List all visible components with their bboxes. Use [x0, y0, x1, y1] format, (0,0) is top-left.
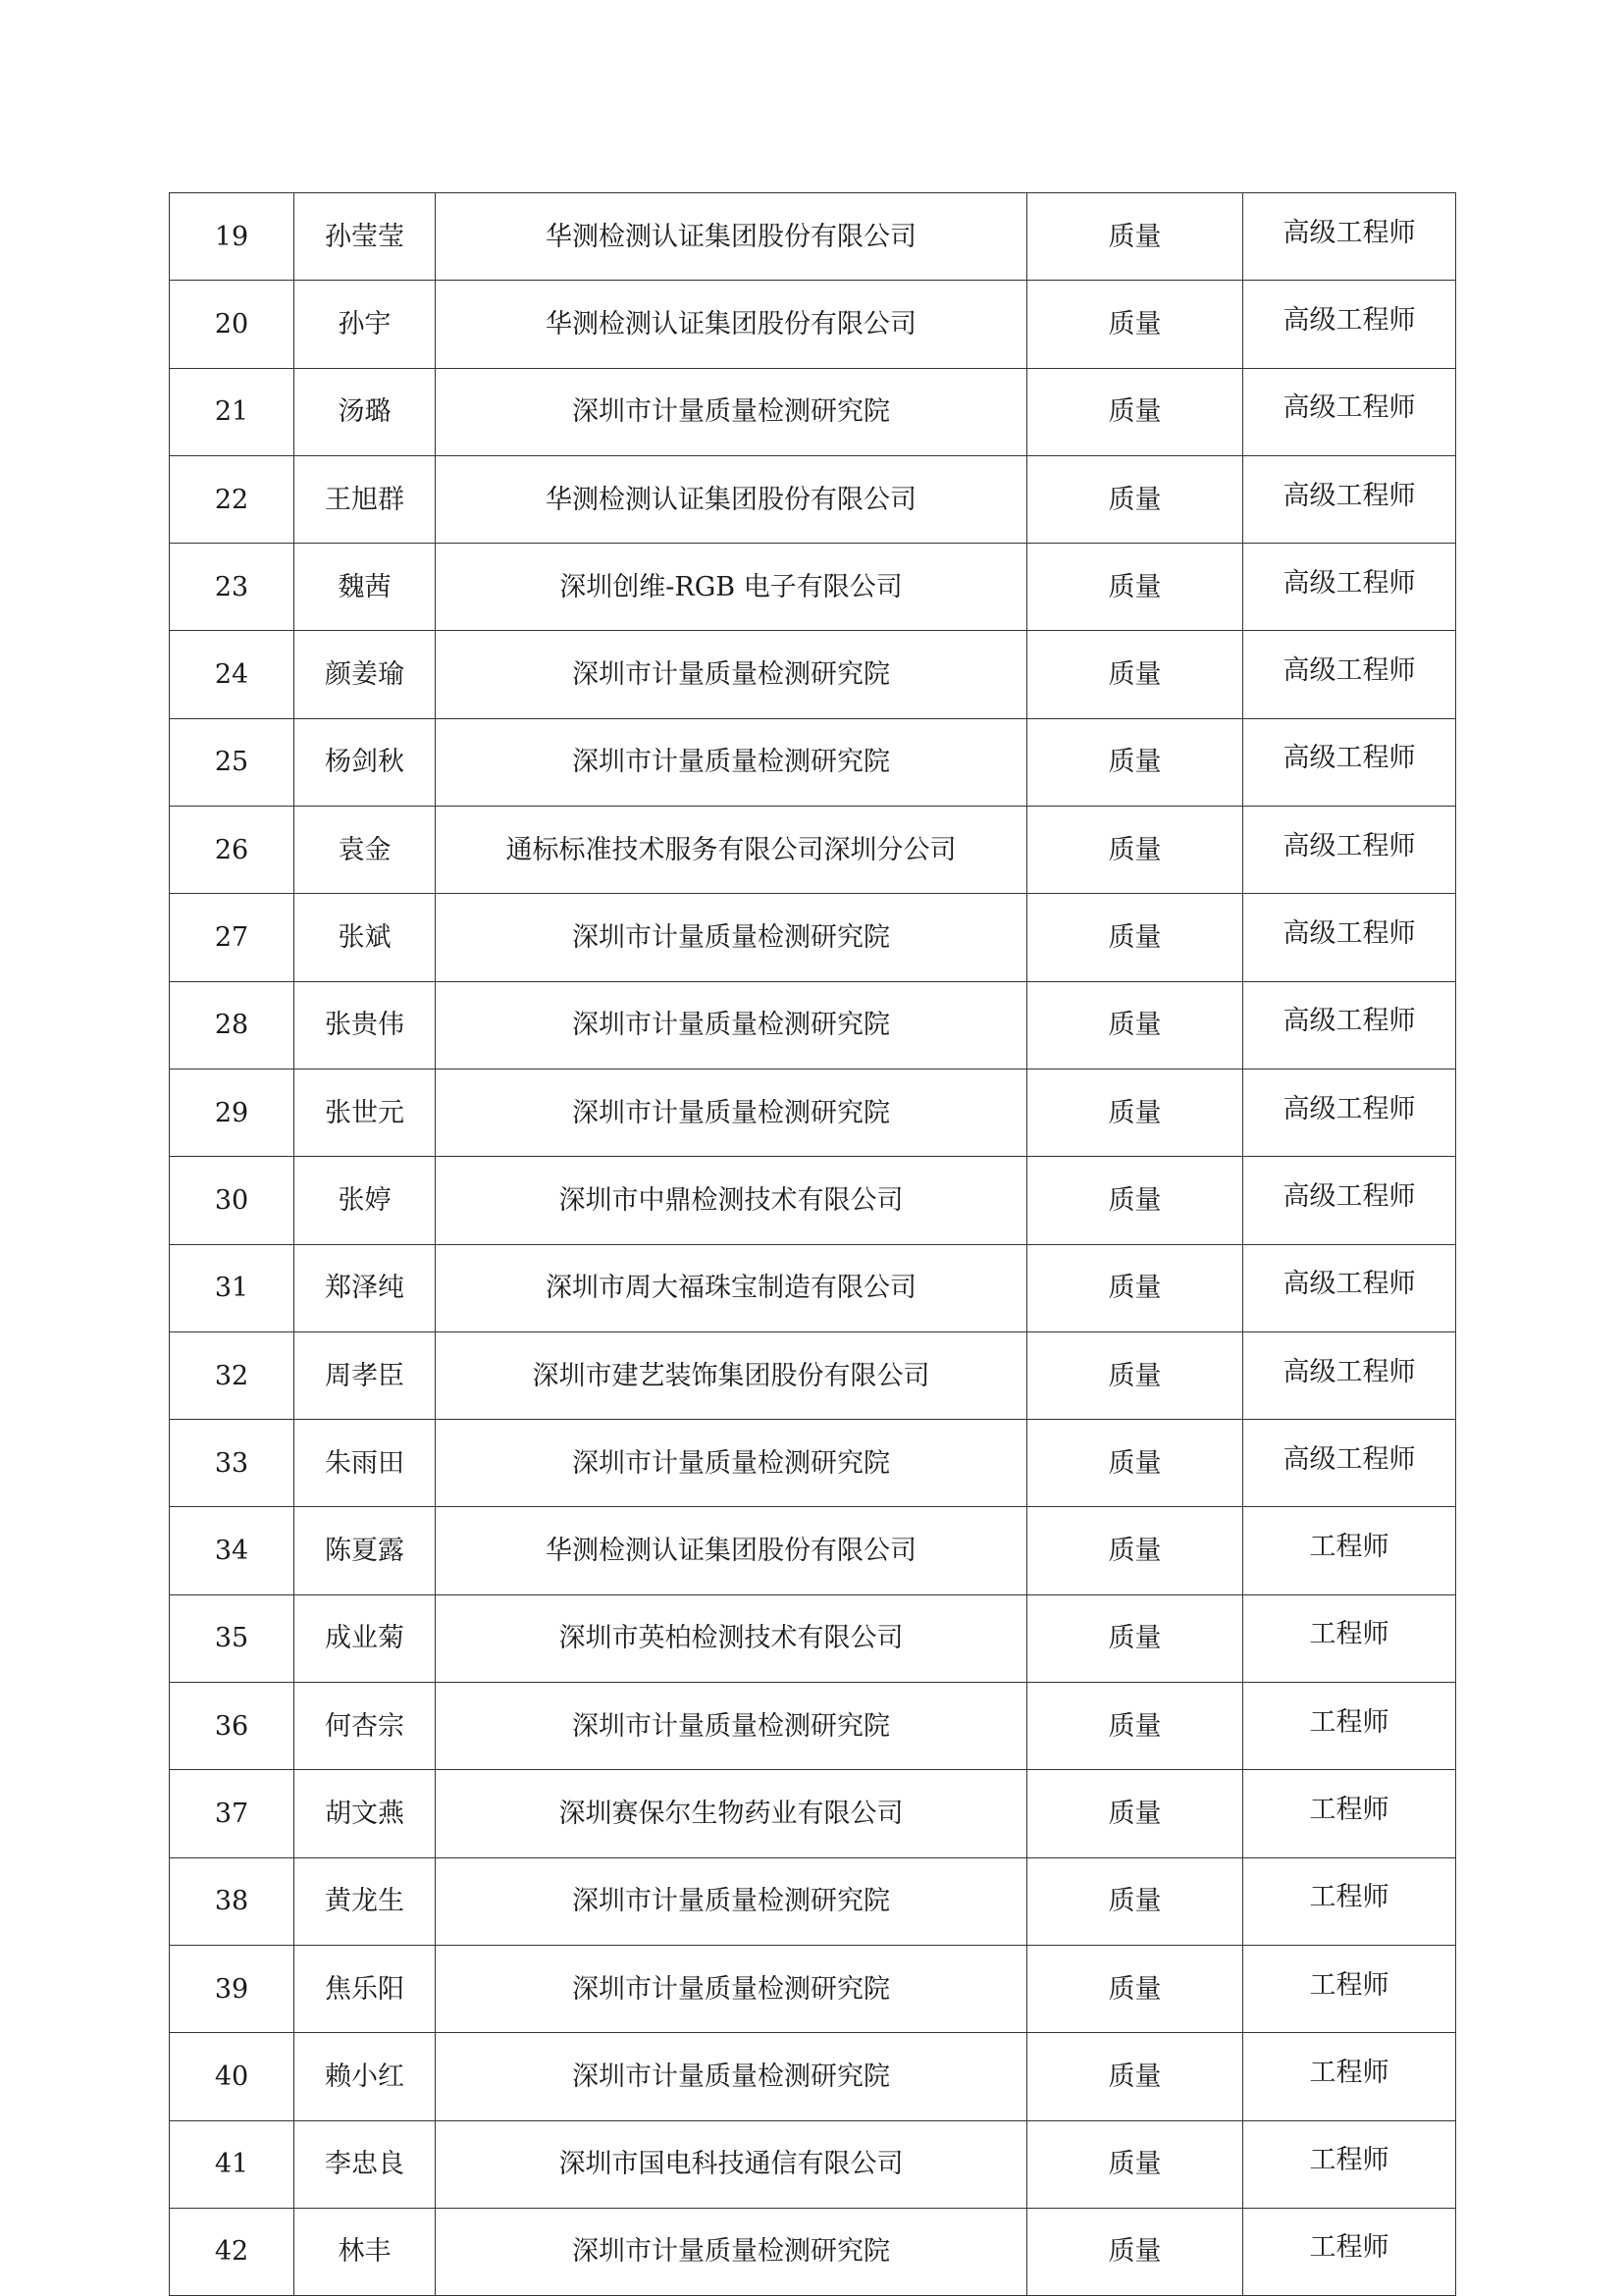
- person-name-cell: [294, 1244, 436, 1331]
- job-title-cell: [1243, 1244, 1456, 1331]
- field-cell-text: 质量: [1108, 1273, 1162, 1304]
- organization-cell-text: 华测检测认证集团股份有限公司: [546, 1536, 916, 1567]
- organization-cell: [436, 193, 1027, 281]
- job-title-cell-text: 高级工程师: [1283, 1093, 1416, 1124]
- field-cell-text: 质量: [1108, 2149, 1162, 2180]
- organization-cell: [436, 1507, 1027, 1594]
- job-title-cell: [1243, 1420, 1456, 1507]
- row-number-cell: [170, 1069, 294, 1156]
- row-number-cell: [170, 2120, 294, 2208]
- job-title-cell-text: 工程师: [1309, 2057, 1389, 2088]
- person-name-cell: [294, 1770, 436, 1857]
- job-title-cell: [1243, 1069, 1456, 1156]
- row-number-cell: [170, 281, 294, 368]
- organization-cell-text: 通标标准技术服务有限公司深圳分公司: [505, 834, 957, 865]
- person-name-cell: [294, 807, 436, 894]
- row-number-cell: [170, 807, 294, 894]
- person-name-cell-text: 朱雨田: [325, 1447, 404, 1479]
- job-title-cell-text: 高级工程师: [1283, 1006, 1416, 1037]
- row-number-cell-text: 22: [214, 484, 249, 515]
- person-name-cell: [294, 981, 436, 1069]
- person-name-cell-text: 颜姜瑜: [325, 659, 404, 691]
- row-number-cell: [170, 368, 294, 455]
- person-name-cell-text: 焦乐阳: [325, 1973, 404, 2005]
- job-title-cell-text: 高级工程师: [1283, 217, 1416, 248]
- organization-cell: [436, 281, 1027, 368]
- table-row: [170, 1683, 1456, 1770]
- job-title-cell-text: 高级工程师: [1283, 1180, 1416, 1212]
- field-cell-text: 质量: [1108, 1710, 1162, 1742]
- field-cell-text: 质量: [1108, 922, 1162, 954]
- organization-cell-text: 深圳市计量质量检测研究院: [572, 2061, 890, 2092]
- table-row: [170, 1857, 1456, 1945]
- organization-cell-text: 深圳市计量质量检测研究院: [572, 922, 890, 954]
- organization-cell: [436, 1683, 1027, 1770]
- organization-cell: [436, 368, 1027, 455]
- person-name-cell-text: 林丰: [338, 2236, 392, 2268]
- job-title-cell-text: 高级工程师: [1283, 830, 1416, 861]
- organization-cell-text: 深圳市计量质量检测研究院: [572, 1097, 890, 1128]
- job-title-cell-text: 工程师: [1309, 2232, 1389, 2264]
- organization-cell: [436, 807, 1027, 894]
- organization-cell-text: 深圳市计量质量检测研究院: [572, 1973, 890, 2005]
- job-title-cell: [1243, 2120, 1456, 2208]
- person-name-cell: [294, 1945, 436, 2032]
- field-cell-text: 质量: [1108, 747, 1162, 778]
- row-number-cell-text: 39: [214, 1973, 249, 2005]
- row-number-cell-text: 23: [214, 571, 249, 602]
- table-row: [170, 981, 1456, 1069]
- person-name-cell: [294, 281, 436, 368]
- job-title-cell: [1243, 1331, 1456, 1419]
- job-title-cell: [1243, 718, 1456, 806]
- job-title-cell: [1243, 2208, 1456, 2295]
- row-number-cell-text: 30: [214, 1184, 249, 1216]
- row-number-cell-text: 42: [214, 2236, 249, 2268]
- job-title-cell-text: 工程师: [1309, 2145, 1389, 2176]
- job-title-cell-text: 高级工程师: [1283, 1356, 1416, 1387]
- row-number-cell: [170, 894, 294, 981]
- row-number-cell-text: 26: [214, 834, 249, 865]
- job-title-cell: [1243, 1945, 1456, 2032]
- organization-cell: [436, 1157, 1027, 1244]
- row-number-cell: [170, 718, 294, 806]
- organization-cell: [436, 1770, 1027, 1857]
- person-name-cell-text: 魏茜: [338, 571, 392, 602]
- job-title-cell: [1243, 1157, 1456, 1244]
- person-name-cell: [294, 193, 436, 281]
- job-title-cell: [1243, 1594, 1456, 1682]
- row-number-cell-text: 36: [214, 1710, 249, 1742]
- job-title-cell: [1243, 1507, 1456, 1594]
- organization-cell-text: 深圳创维-RGB 电子有限公司: [559, 571, 903, 602]
- person-name-cell: [294, 894, 436, 981]
- field-cell-text: 质量: [1108, 1623, 1162, 1654]
- row-number-cell: [170, 1594, 294, 1682]
- table-row: [170, 631, 1456, 718]
- field-cell: [1027, 1420, 1243, 1507]
- row-number-cell-text: 29: [214, 1097, 249, 1128]
- table-row: [170, 455, 1456, 543]
- person-name-cell-text: 孙莹莹: [325, 221, 404, 252]
- person-name-cell: [294, 1683, 436, 1770]
- organization-cell-text: 深圳市计量质量检测研究院: [572, 1886, 890, 1917]
- table-row: [170, 718, 1456, 806]
- roster-table: [169, 192, 1456, 2296]
- person-name-cell-text: 陈夏露: [325, 1536, 404, 1567]
- field-cell: [1027, 1507, 1243, 1594]
- person-name-cell: [294, 1331, 436, 1419]
- job-title-cell: [1243, 631, 1456, 718]
- organization-cell: [436, 2208, 1027, 2295]
- row-number-cell: [170, 1157, 294, 1244]
- organization-cell: [436, 631, 1027, 718]
- job-title-cell: [1243, 981, 1456, 1069]
- organization-cell: [436, 1420, 1027, 1507]
- person-name-cell: [294, 1420, 436, 1507]
- organization-cell: [436, 2120, 1027, 2208]
- person-name-cell: [294, 1857, 436, 1945]
- table-row: [170, 544, 1456, 631]
- person-name-cell-text: 张婷: [338, 1184, 392, 1216]
- field-cell: [1027, 1683, 1243, 1770]
- job-title-cell: [1243, 807, 1456, 894]
- job-title-cell-text: 高级工程师: [1283, 392, 1416, 424]
- field-cell-text: 质量: [1108, 221, 1162, 252]
- person-name-cell: [294, 544, 436, 631]
- field-cell: [1027, 1157, 1243, 1244]
- organization-cell-text: 华测检测认证集团股份有限公司: [546, 221, 916, 252]
- field-cell-text: 质量: [1108, 396, 1162, 428]
- row-number-cell-text: 34: [214, 1536, 249, 1567]
- table-row: [170, 1331, 1456, 1419]
- row-number-cell-text: 37: [214, 1798, 249, 1829]
- organization-cell-text: 深圳市国电科技通信有限公司: [558, 2149, 904, 2180]
- person-name-cell-text: 杨剑秋: [325, 747, 404, 778]
- field-cell-text: 质量: [1108, 1798, 1162, 1829]
- person-name-cell-text: 周孝臣: [325, 1360, 404, 1391]
- organization-cell-text: 深圳市计量质量检测研究院: [572, 1710, 890, 1742]
- table-row: [170, 1945, 1456, 2032]
- person-name-cell-text: 张贵伟: [325, 1010, 404, 1041]
- field-cell: [1027, 544, 1243, 631]
- field-cell: [1027, 1594, 1243, 1682]
- organization-cell-text: 深圳市计量质量检测研究院: [572, 747, 890, 778]
- row-number-cell-text: 33: [214, 1447, 249, 1479]
- person-name-cell: [294, 1069, 436, 1156]
- job-title-cell-text: 高级工程师: [1283, 1269, 1416, 1300]
- person-name-cell-text: 成业菊: [325, 1623, 404, 1654]
- organization-cell-text: 深圳市中鼎检测技术有限公司: [558, 1184, 904, 1216]
- job-title-cell: [1243, 894, 1456, 981]
- field-cell-text: 质量: [1108, 659, 1162, 691]
- field-cell-text: 质量: [1108, 1973, 1162, 2005]
- row-number-cell-text: 40: [214, 2061, 249, 2092]
- table-row: [170, 281, 1456, 368]
- row-number-cell-text: 27: [214, 922, 249, 954]
- field-cell-text: 质量: [1108, 2236, 1162, 2268]
- row-number-cell: [170, 193, 294, 281]
- field-cell-text: 质量: [1108, 1097, 1162, 1128]
- person-name-cell-text: 郑泽纯: [325, 1273, 404, 1304]
- table-row: [170, 1594, 1456, 1682]
- field-cell-text: 质量: [1108, 308, 1162, 339]
- person-name-cell-text: 张斌: [338, 922, 392, 954]
- person-name-cell: [294, 2033, 436, 2120]
- table-row: [170, 1157, 1456, 1244]
- field-cell: [1027, 2208, 1243, 2295]
- row-number-cell-text: 24: [214, 659, 249, 691]
- job-title-cell-text: 高级工程师: [1283, 743, 1416, 774]
- job-title-cell: [1243, 455, 1456, 543]
- field-cell: [1027, 894, 1243, 981]
- organization-cell-text: 深圳市建艺装饰集团股份有限公司: [532, 1360, 930, 1391]
- row-number-cell: [170, 1507, 294, 1594]
- job-title-cell-text: 高级工程师: [1283, 480, 1416, 511]
- job-title-cell-text: 工程师: [1309, 1619, 1389, 1650]
- organization-cell: [436, 544, 1027, 631]
- row-number-cell: [170, 1770, 294, 1857]
- job-title-cell: [1243, 1857, 1456, 1945]
- job-title-cell: [1243, 193, 1456, 281]
- row-number-cell: [170, 1244, 294, 1331]
- job-title-cell: [1243, 2033, 1456, 2120]
- row-number-cell: [170, 2208, 294, 2295]
- person-name-cell-text: 张世元: [325, 1097, 404, 1128]
- organization-cell-text: 深圳市计量质量检测研究院: [572, 396, 890, 428]
- person-name-cell-text: 李忠良: [325, 2149, 404, 2180]
- table-row: [170, 894, 1456, 981]
- table-row: [170, 1244, 1456, 1331]
- organization-cell: [436, 894, 1027, 981]
- field-cell: [1027, 1770, 1243, 1857]
- table-row: [170, 193, 1456, 281]
- field-cell-text: 质量: [1108, 1447, 1162, 1479]
- job-title-cell: [1243, 1683, 1456, 1770]
- person-name-cell: [294, 368, 436, 455]
- organization-cell-text: 深圳市计量质量检测研究院: [572, 2236, 890, 2268]
- person-name-cell-text: 胡文燕: [325, 1798, 404, 1829]
- field-cell: [1027, 981, 1243, 1069]
- field-cell: [1027, 1945, 1243, 2032]
- organization-cell: [436, 1945, 1027, 2032]
- job-title-cell-text: 工程师: [1309, 1969, 1389, 2001]
- roster-body: [170, 193, 1456, 2296]
- job-title-cell-text: 高级工程师: [1283, 304, 1416, 336]
- person-name-cell: [294, 718, 436, 806]
- field-cell: [1027, 718, 1243, 806]
- row-number-cell-text: 28: [214, 1010, 249, 1041]
- person-name-cell-text: 何杏宗: [325, 1710, 404, 1742]
- person-name-cell: [294, 1507, 436, 1594]
- row-number-cell: [170, 2033, 294, 2120]
- row-number-cell-text: 31: [214, 1273, 249, 1304]
- row-number-cell: [170, 1857, 294, 1945]
- person-name-cell: [294, 2208, 436, 2295]
- row-number-cell-text: 20: [214, 308, 249, 339]
- organization-cell: [436, 2033, 1027, 2120]
- row-number-cell: [170, 1683, 294, 1770]
- field-cell-text: 质量: [1108, 1886, 1162, 1917]
- organization-cell-text: 深圳市英柏检测技术有限公司: [558, 1623, 904, 1654]
- field-cell-text: 质量: [1108, 834, 1162, 865]
- table-row: [170, 1420, 1456, 1507]
- organization-cell-text: 华测检测认证集团股份有限公司: [546, 484, 916, 515]
- field-cell-text: 质量: [1108, 571, 1162, 602]
- person-name-cell: [294, 2120, 436, 2208]
- field-cell: [1027, 2120, 1243, 2208]
- person-name-cell-text: 王旭群: [325, 484, 404, 515]
- field-cell: [1027, 631, 1243, 718]
- field-cell-text: 质量: [1108, 1010, 1162, 1041]
- field-cell-text: 质量: [1108, 484, 1162, 515]
- row-number-cell-text: 41: [214, 2149, 249, 2180]
- organization-cell: [436, 1331, 1027, 1419]
- person-name-cell-text: 袁金: [338, 834, 392, 865]
- job-title-cell: [1243, 1770, 1456, 1857]
- row-number-cell: [170, 1945, 294, 2032]
- field-cell-text: 质量: [1108, 1360, 1162, 1391]
- job-title-cell-text: 高级工程师: [1283, 655, 1416, 687]
- organization-cell: [436, 1244, 1027, 1331]
- organization-cell-text: 深圳市计量质量检测研究院: [572, 1010, 890, 1041]
- field-cell-text: 质量: [1108, 2061, 1162, 2092]
- organization-cell-text: 深圳市计量质量检测研究院: [572, 659, 890, 691]
- field-cell-text: 质量: [1108, 1536, 1162, 1567]
- field-cell-text: 质量: [1108, 1184, 1162, 1216]
- row-number-cell-text: 32: [214, 1360, 249, 1391]
- row-number-cell: [170, 1420, 294, 1507]
- field-cell: [1027, 807, 1243, 894]
- table-row: [170, 2120, 1456, 2208]
- field-cell: [1027, 193, 1243, 281]
- job-title-cell-text: 工程师: [1309, 1794, 1389, 1825]
- row-number-cell: [170, 631, 294, 718]
- job-title-cell-text: 工程师: [1309, 1882, 1389, 1913]
- field-cell: [1027, 1857, 1243, 1945]
- table-row: [170, 2208, 1456, 2295]
- field-cell: [1027, 2033, 1243, 2120]
- person-name-cell: [294, 1594, 436, 1682]
- person-name-cell-text: 孙宇: [338, 308, 392, 339]
- organization-cell-text: 深圳赛保尔生物药业有限公司: [558, 1798, 904, 1829]
- row-number-cell-text: 21: [214, 396, 249, 428]
- field-cell: [1027, 1331, 1243, 1419]
- row-number-cell: [170, 544, 294, 631]
- person-name-cell: [294, 631, 436, 718]
- table-row: [170, 2033, 1456, 2120]
- person-name-cell-text: 汤璐: [338, 396, 392, 428]
- person-name-cell-text: 赖小红: [325, 2061, 404, 2092]
- table-row: [170, 368, 1456, 455]
- job-title-cell-text: 工程师: [1309, 1532, 1389, 1563]
- job-title-cell: [1243, 368, 1456, 455]
- job-title-cell: [1243, 281, 1456, 368]
- field-cell: [1027, 455, 1243, 543]
- job-title-cell-text: 高级工程师: [1283, 1443, 1416, 1475]
- row-number-cell: [170, 1331, 294, 1419]
- field-cell: [1027, 368, 1243, 455]
- organization-cell: [436, 1069, 1027, 1156]
- organization-cell: [436, 455, 1027, 543]
- organization-cell: [436, 981, 1027, 1069]
- job-title-cell: [1243, 544, 1456, 631]
- job-title-cell-text: 工程师: [1309, 1706, 1389, 1738]
- row-number-cell-text: 19: [214, 221, 249, 252]
- organization-cell-text: 深圳市计量质量检测研究院: [572, 1447, 890, 1479]
- table-row: [170, 1069, 1456, 1156]
- row-number-cell-text: 38: [214, 1886, 249, 1917]
- organization-cell-text: 深圳市周大福珠宝制造有限公司: [546, 1273, 916, 1304]
- table-row: [170, 1507, 1456, 1594]
- job-title-cell-text: 高级工程师: [1283, 567, 1416, 599]
- person-name-cell: [294, 455, 436, 543]
- row-number-cell: [170, 455, 294, 543]
- organization-cell: [436, 1857, 1027, 1945]
- row-number-cell-text: 35: [214, 1623, 249, 1654]
- field-cell: [1027, 1069, 1243, 1156]
- job-title-cell-text: 高级工程师: [1283, 918, 1416, 950]
- organization-cell-text: 华测检测认证集团股份有限公司: [546, 308, 916, 339]
- row-number-cell-text: 25: [214, 747, 249, 778]
- table-row: [170, 1770, 1456, 1857]
- field-cell: [1027, 281, 1243, 368]
- person-name-cell-text: 黄龙生: [325, 1886, 404, 1917]
- table-row: [170, 807, 1456, 894]
- person-name-cell: [294, 1157, 436, 1244]
- organization-cell: [436, 718, 1027, 806]
- row-number-cell: [170, 981, 294, 1069]
- organization-cell: [436, 1594, 1027, 1682]
- field-cell: [1027, 1244, 1243, 1331]
